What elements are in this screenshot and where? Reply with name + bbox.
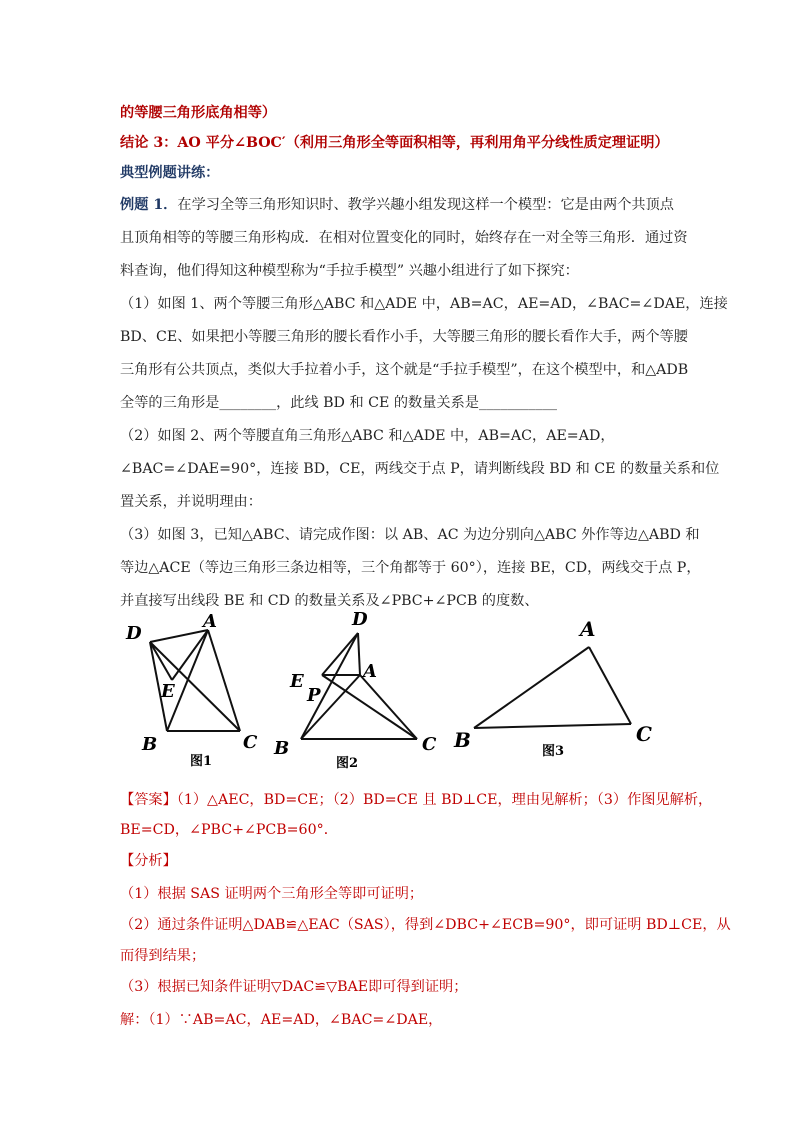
analysis-line-4: （3）根据已知条件证明▽DAC≌▽BAE即可得到证明； (120, 979, 468, 995)
example-1-line-3: 料查询，他们得知这种模型称为“手拉手模型” 兴趣小组进行了如下探究： (120, 263, 579, 279)
question-3-line-2: 等边△ACE（等边三角形三条边相等，三个角都等于 60°），连接 BE，CD，两线交于点 P， (120, 560, 701, 576)
fig2-label-D: D (352, 609, 368, 630)
question-1-line-2: BD、CE、如果把小等腰三角形的腰长看作小手，大等腰三角形的腰长看作大手，两个等腰 (120, 329, 688, 345)
analysis-heading: 【分析】 (120, 853, 177, 869)
question-1-line-4: 全等的三角形是________，此线 BD 和 CE 的数量关系是___________ (120, 395, 558, 411)
question-2-line-1: （2）如图 2、两个等腰直角三角形△ABC 和△ADE 中，AB=AC，AE=AD， (120, 428, 615, 444)
fig1-label-C: C (243, 732, 258, 753)
fig2-label-E: E (290, 671, 304, 692)
example-1-line-2: 且顶角相等的等腰三角形构成．在相对位置变化的同时，始终存在一对全等三角形．通过资 (120, 230, 688, 246)
fig1-label-B: B (142, 734, 158, 755)
fig3-label-B: B (454, 728, 471, 752)
analysis-line-3: 而得到结果； (120, 948, 206, 964)
fig1-label-D: D (126, 623, 142, 644)
figure-1 (120, 605, 280, 775)
answer-line-2: BE=CD，∠PBC+∠PCB=60°． (120, 822, 338, 838)
answer-line-1: 【答案】（1）△AEC，BD=CE；（2）BD=CE 且 BD⊥CE，理由见解析；（3）作图见解析， (120, 792, 713, 808)
fig2-label-P: P (307, 685, 321, 706)
question-2-line-3: 置关系，并说明理由： (120, 494, 262, 510)
question-1-line-3: 三角形有公共顶点，类似大手拉着小手，这个就是“手拉手模型”，在这个模型中，和△ADB (120, 362, 689, 378)
question-2-line-2: ∠BAC=∠DAE=90°，连接 BD，CE，两线交于点 P，请判断线段 BD 和 CE 的数量关系和位 (120, 461, 720, 477)
example-text: 在学习全等三角形知识时、教学兴趣小组发现这样一个模型：它是由两个共顶点 (177, 197, 674, 213)
fig1-segment-DA (150, 630, 208, 642)
fig3-label-A: A (580, 617, 596, 641)
question-3-line-1: （3）如图 3，已知△ABC、请完成作图：以 AB、AC 为边分别向△ABC 外作等边△ABD 和 (120, 527, 700, 543)
fig3-segment-BA (474, 647, 589, 728)
fig2-segment-AD (358, 633, 360, 675)
fig3-caption: 图3 (542, 744, 565, 759)
fig3-segment-BC (474, 724, 631, 728)
analysis-line-1: （1）根据 SAS 证明两个三角形全等即可证明； (120, 886, 424, 902)
question-3-line-3: 并直接写出线段 BE 和 CD 的数量关系及∠PBC+∠PCB 的度数、 (120, 593, 539, 609)
analysis-line-2: （2）通过条件证明△DAB≌△EAC（SAS），得到∠DBC+∠ECB=90°，即可证明 BD⊥CE，从 (120, 917, 731, 933)
fig1-label-A: A (203, 611, 217, 632)
question-1-line-1: （1）如图 1、两个等腰三角形△ABC 和△ADE 中，AB=AC，AE=AD，∠BAC=∠DAE，连接 (120, 296, 728, 312)
fig2-caption: 图2 (336, 756, 359, 771)
fig2-label-A: A (363, 661, 377, 682)
fig1-caption: 图1 (190, 754, 213, 769)
conclusion-3: 结论 3：AO 平分∠BOC′（利用三角形全等面积相等，再利用角平分线性质定理证明） (120, 135, 669, 151)
solution-line-1: 解：（1）∵AB=AC，AE=AD，∠BAC=∠DAE， (120, 1012, 443, 1028)
fig1-label-E: E (161, 681, 175, 702)
figure-2 (270, 605, 450, 775)
fig3-label-C: C (636, 722, 652, 746)
fig2-label-C: C (422, 734, 437, 755)
line-continuation: 的等腰三角形底角相等） (120, 105, 277, 121)
example-label: 例题 1． (120, 197, 178, 213)
example-1-line-1 (120, 195, 674, 215)
section-heading: 典型例题讲练： (120, 165, 220, 181)
fig2-label-B: B (274, 738, 290, 759)
fig2-segment-DE (322, 633, 358, 675)
figure-3 (450, 610, 670, 770)
fig3-segment-AC (589, 647, 631, 724)
